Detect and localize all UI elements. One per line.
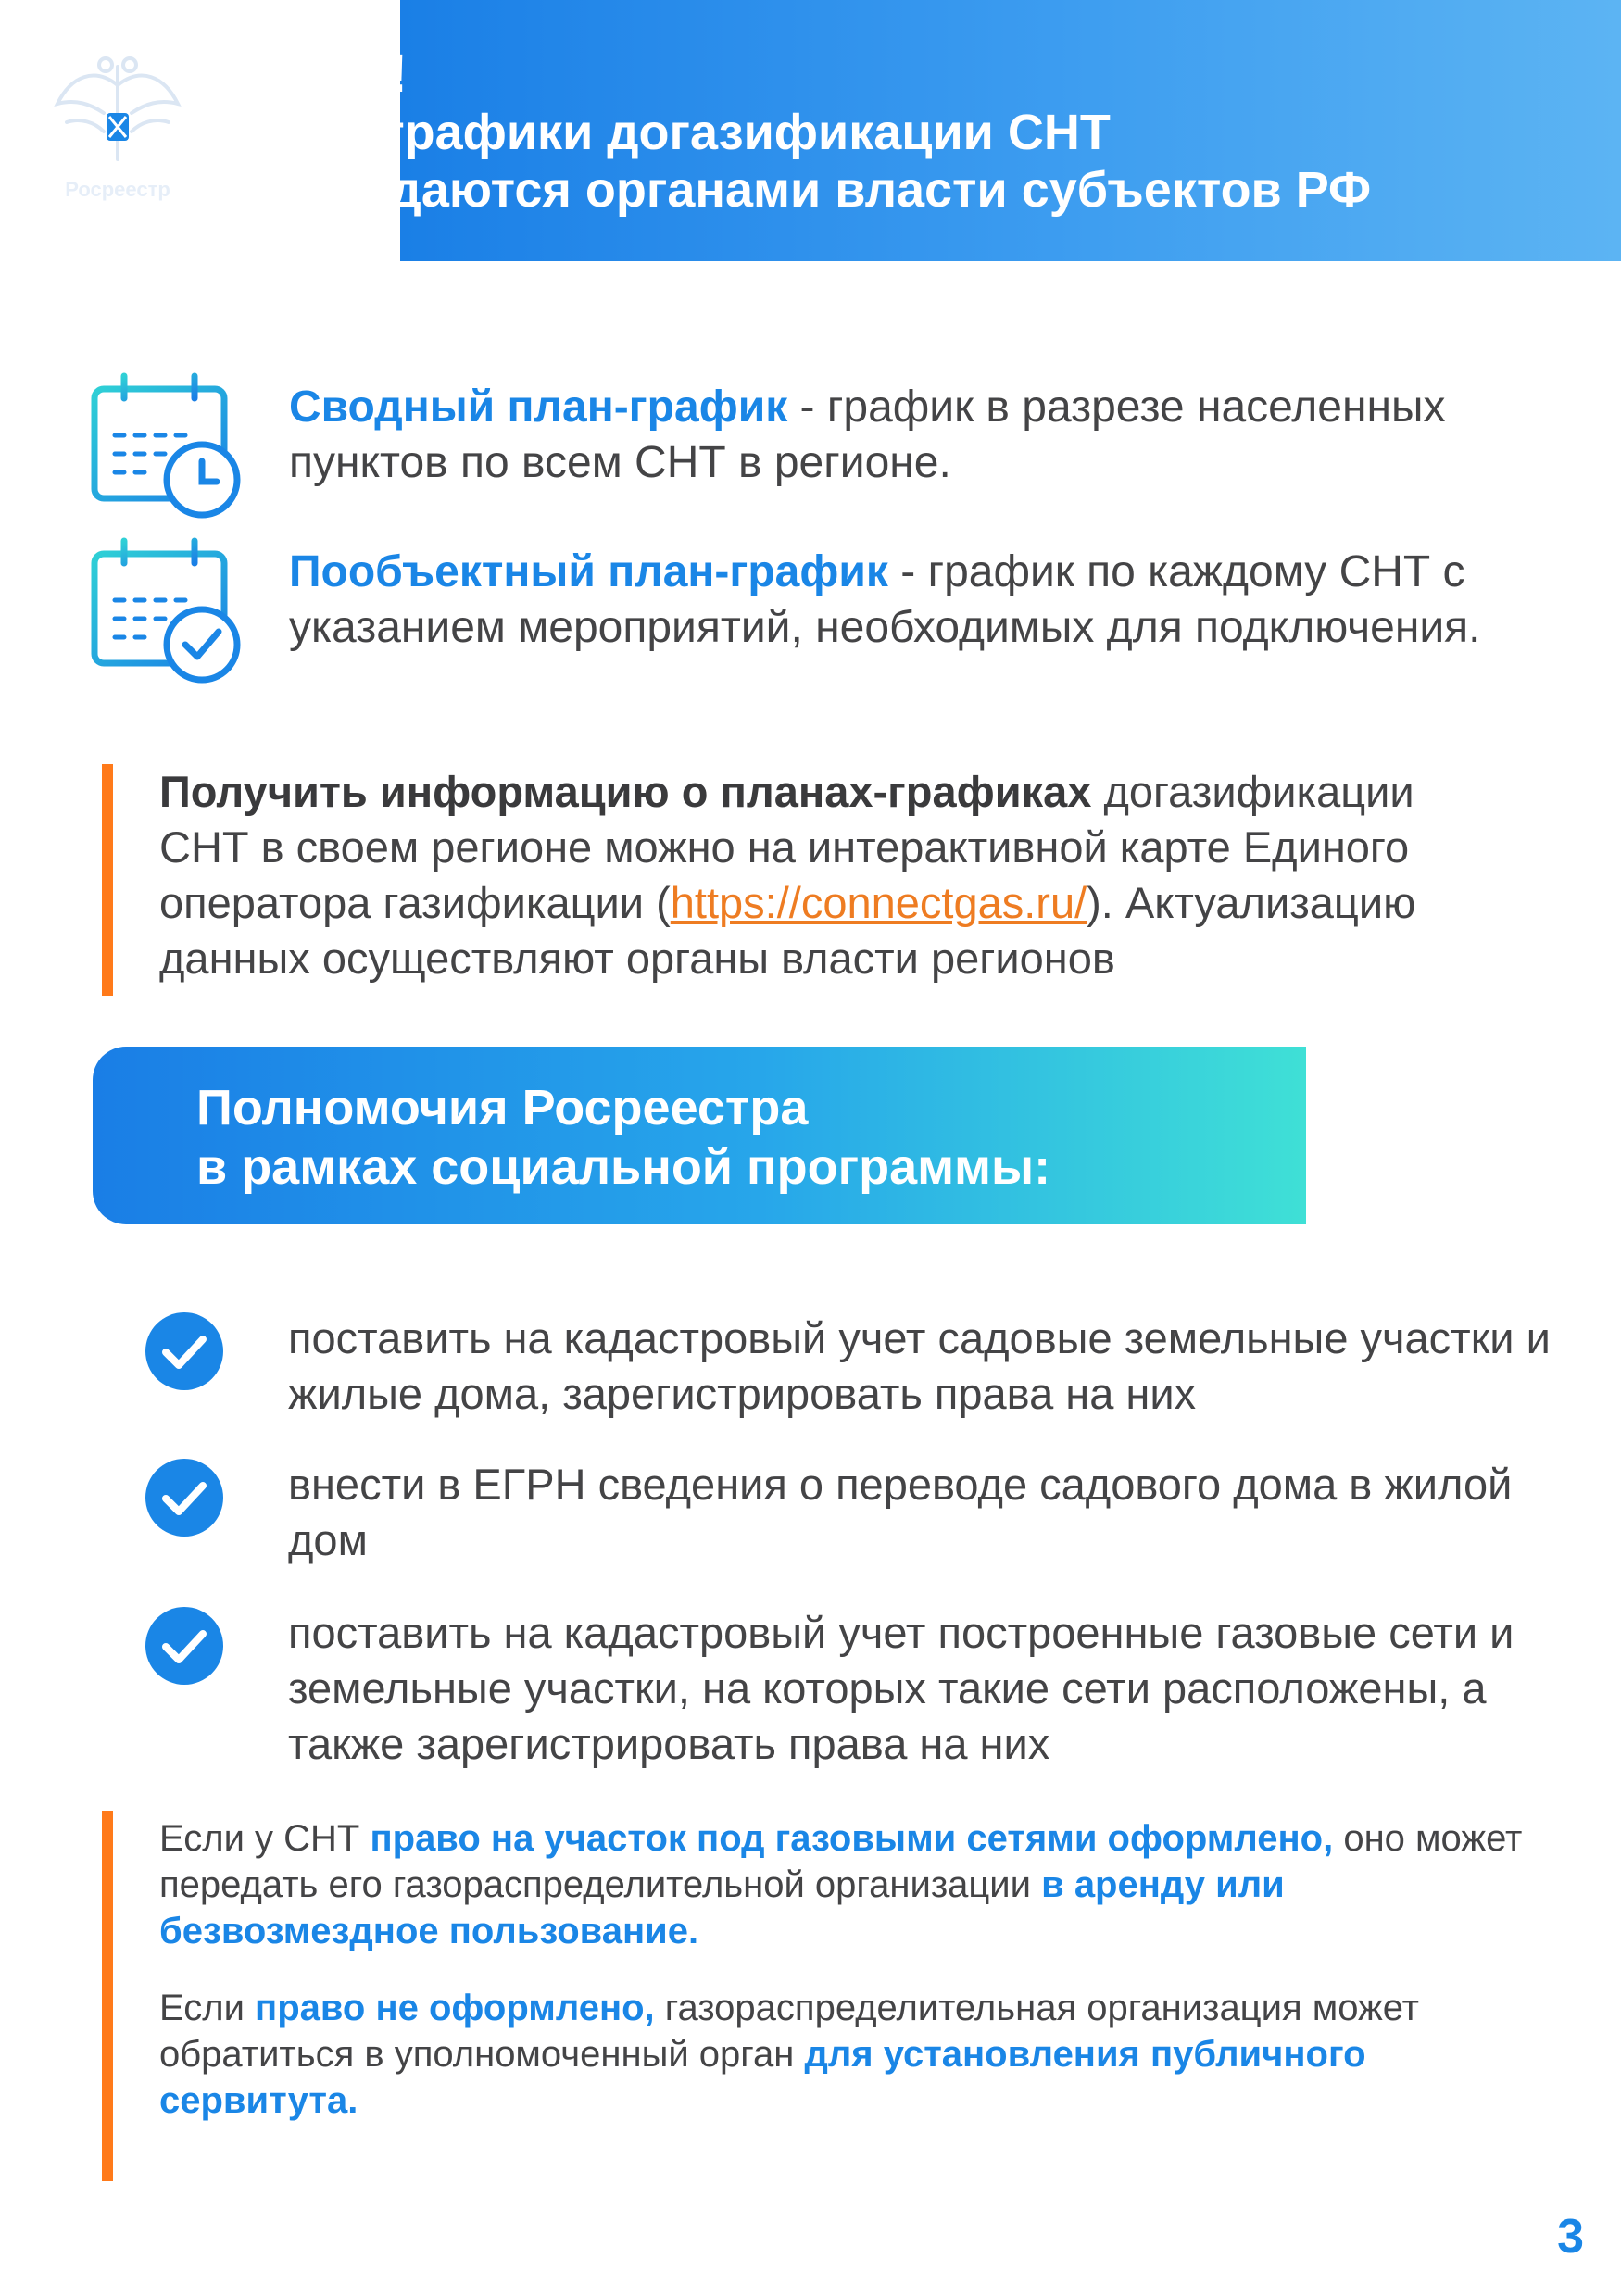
note-2-a: Если (159, 1988, 256, 2028)
title-line-3: ождаются органами власти субъектов РФ (324, 162, 1372, 218)
plan-description: - график в разрезе населенных пунктов по всем СНТ в регионе. (289, 383, 1446, 487)
plan-text (289, 545, 1567, 656)
calendar-clock-icon (91, 370, 248, 519)
info-bold: Получить информацию о планах-графиках (159, 767, 1092, 816)
orange-accent-bar (102, 1811, 113, 2181)
title-line-1: но! (324, 44, 408, 104)
plan-term: Сводный план-график (289, 383, 788, 432)
note-2-d: для установления публичного сервитута. (159, 2034, 1366, 2121)
note-1-a: Если у СНТ (159, 1818, 371, 1859)
note-1-c: оно может передать его газораспределительной организации (159, 1818, 1523, 1905)
logo-text: Росреестр (65, 178, 170, 201)
title-line-2: ы-графики догазификации СНТ (324, 105, 1111, 160)
rosreestr-logo (48, 48, 187, 215)
note-2 (159, 1985, 1530, 2124)
power-text: поставить на кадастровый учет садовые земельные участки и жилые дома, зарегистрировать права на них (288, 1313, 1551, 1418)
info-text-1: догазификации СНТ в своем регионе можно на интерактивной карте Единого оператора газификации ( (159, 767, 1414, 927)
plan-description: - график по каждому СНТ с указанием мероприятий, необходимых для подключения. (289, 547, 1481, 652)
note-2-b: право не оформлено, (255, 1988, 655, 2028)
power-text: внести в ЕГРН сведения о переводе садового дома в жилой дом (288, 1460, 1513, 1564)
check-circle-icon (144, 1311, 225, 1392)
eagle-emblem-icon (48, 48, 187, 178)
power-text: поставить на кадастровый учет построенные газовые сети и земельные участки, на которых такие сети расположены, а также зарегистрировать права на них (288, 1608, 1514, 1768)
check-circle-icon (144, 1605, 225, 1687)
powers-banner (93, 1047, 1306, 1224)
note-1-d: в аренду или безвозмездное пользование. (159, 1864, 1285, 1951)
info-text (159, 764, 1512, 986)
page-number: 3 (1557, 2210, 1584, 2264)
info-text-2: ). Актуализацию данных осуществляют органы власти регионов (159, 878, 1416, 983)
check-circle-icon (144, 1457, 225, 1538)
banner-line-2: в рамках социальной программы: (196, 1139, 1051, 1195)
banner-title (196, 1078, 1289, 1197)
calendar-check-icon (91, 535, 248, 684)
note-2-c: газораспределительная организация может обратиться в уполномоченный орган (159, 1988, 1420, 2075)
note-1-b: право на участок под газовыми сетями оформлено, (370, 1818, 1334, 1859)
connectgas-link[interactable]: https://connectgas.ru/ (670, 878, 1087, 927)
plan-term: Пообъектный план-график (289, 547, 888, 596)
banner-line-1: Полномочия Росреестра (196, 1080, 809, 1135)
orange-accent-bar (102, 764, 113, 996)
note-1 (159, 1815, 1530, 1954)
plan-text (289, 380, 1567, 491)
